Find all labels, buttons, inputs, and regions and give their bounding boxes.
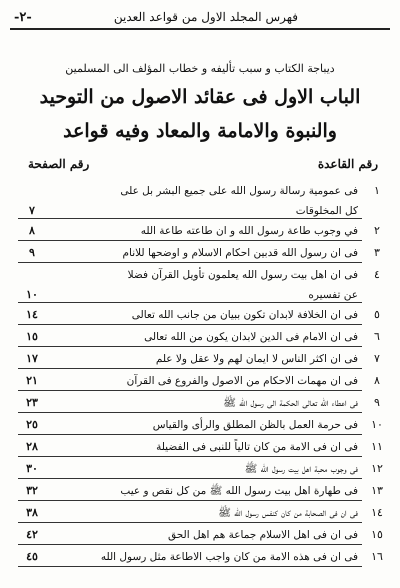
rule-number: ١٢ (371, 462, 383, 475)
entry-text: فى ان فى الصحابة من كان كنفس رسول الله ﷺ (218, 507, 358, 519)
entry-line (18, 220, 386, 242)
rule-number: ٣ (374, 246, 380, 259)
entry-page-number: ٢٥ (26, 418, 38, 431)
entry-line (18, 326, 386, 348)
index-entry (18, 220, 386, 242)
rule-number: ١٠ (371, 418, 383, 431)
index-list (18, 180, 386, 568)
index-entry (18, 264, 386, 304)
entry-divider (18, 302, 362, 303)
entry-line (18, 242, 386, 264)
index-entry (18, 370, 386, 392)
index-entry (18, 242, 386, 264)
entry-text: فى طهارة اهل بيت رسول الله ﷺ من كل نقص و عيب (120, 485, 358, 497)
rule-number: ١٦ (371, 550, 383, 563)
entry-divider (18, 324, 362, 325)
rule-number: ٧ (374, 352, 380, 365)
entry-divider (18, 544, 362, 545)
entry-line (18, 180, 386, 202)
entry-divider (18, 522, 362, 523)
entry-line (18, 458, 386, 480)
entry-divider (18, 262, 362, 263)
chapter-title-line-1: الباب الاول فى عقائد الاصول من التوحيد (39, 86, 361, 108)
entry-divider (18, 240, 362, 241)
entry-line (18, 392, 386, 414)
column-headers (28, 155, 378, 173)
entry-line (18, 502, 386, 524)
entry-divider (18, 412, 362, 413)
entry-page-number: ١٠ (26, 288, 38, 301)
entry-text: فى ان الامام فى الدين لابدان يكون من الله تعالى (144, 331, 358, 343)
entry-divider (18, 368, 362, 369)
page-header (10, 6, 390, 30)
entry-line (18, 524, 386, 546)
rule-number: ١ (374, 184, 380, 197)
rule-number: ٨ (374, 374, 380, 387)
index-entry (18, 326, 386, 348)
rule-number: ٥ (374, 308, 380, 321)
entry-page-number: ٢٨ (26, 440, 38, 453)
entry-line (18, 480, 386, 502)
entry-text: فى وجوب محبة اهل بيت رسول الله ﷺ (244, 463, 358, 475)
entry-page-number: ٣٠ (26, 462, 38, 475)
entry-page-number: ٤٥ (26, 550, 38, 563)
entry-text: فى ان الخلافة لابدان تكون ببيان من جانب الله تعالى (131, 309, 358, 321)
entry-page-number: ١٥ (26, 330, 38, 343)
entry-text: كل المخلوقات (295, 205, 358, 217)
entry-line (18, 304, 386, 326)
entry-line (18, 286, 386, 304)
entry-text: فى عمومية رسالة رسول الله على جميع البشر بل على (120, 185, 358, 197)
entry-text: فى ان فى الامة من كان تالياً للنبى فى الفضيلة (156, 441, 358, 453)
index-entry (18, 180, 386, 220)
rule-number: ١١ (371, 440, 383, 453)
entry-page-number: ١٤ (26, 308, 38, 321)
entry-text: فى ان فى هذه الامة من كان واجب الاطاعة مثل رسول الله (100, 551, 358, 563)
rule-number-header: رقم القاعدة (317, 157, 378, 171)
entry-page-number: ٧ (29, 204, 35, 217)
entry-divider (18, 346, 362, 347)
rule-number: ٦ (374, 330, 380, 343)
entry-text: فى ان اهل بيت رسول الله يعلمون تأويل القرآن فضلا (127, 269, 358, 281)
rule-number: ٩ (374, 396, 380, 409)
entry-line (18, 348, 386, 370)
entry-text: في وجوب طاعة رسول الله و ان طاعته طاعة الله (140, 225, 358, 237)
header-page-number: -٢- (14, 9, 32, 25)
chapter-title (12, 80, 388, 148)
entry-page-number: ٣٢ (26, 484, 38, 497)
entry-divider (18, 478, 362, 479)
index-entry (18, 392, 386, 414)
entry-page-number: ٢١ (26, 374, 38, 387)
entry-line (18, 436, 386, 458)
index-entry (18, 414, 386, 436)
entry-divider (18, 566, 362, 567)
entry-page-number: ٨ (29, 224, 35, 237)
entry-text: فى ان رسول الله قدبين احكام الاسلام و اوضحها للانام (122, 247, 358, 259)
entry-line (18, 202, 386, 220)
page-number-header: رقم الصفحة (28, 157, 90, 171)
entry-line (18, 264, 386, 286)
entry-line (18, 546, 386, 568)
entry-line (18, 414, 386, 436)
entry-divider (18, 456, 362, 457)
entry-text: فى ان فى اهل الاسلام جماعة هم اهل الحق (168, 529, 358, 541)
intro-line: دیباجة الکتاب و سبب تألیفه و خطاب المؤلف الی المسلمین (65, 62, 335, 75)
entry-divider (18, 218, 362, 219)
entry-divider (18, 500, 362, 501)
index-entry (18, 348, 386, 370)
index-entry (18, 524, 386, 546)
entry-divider (18, 434, 362, 435)
index-entry (18, 436, 386, 458)
entry-text: فى اعطاء الله تعالى الحكمة الى رسول الله ﷺ (223, 397, 358, 409)
rule-number: ١٥ (371, 528, 383, 541)
rule-number: ٤ (374, 268, 380, 281)
rule-number: ١٣ (371, 484, 383, 497)
entry-page-number: ٣٨ (26, 506, 38, 519)
entry-page-number: ٩ (29, 246, 35, 259)
rule-number: ٢ (374, 224, 380, 237)
index-entry (18, 304, 386, 326)
entry-text: فى ان اكثر الناس لا ايمان لهم ولا عقل ولا علم (155, 353, 358, 365)
entry-text: فى ان مهمات الاحكام من الاصول والفروع فى القرآن (126, 375, 358, 387)
chapter-title-line-2: والنبوة والامامة والمعاد وفيه قواعد (63, 120, 337, 142)
entry-page-number: ٤٢ (26, 528, 38, 541)
entry-text: عن تفسيره (308, 289, 358, 301)
index-entry (18, 502, 386, 524)
entry-text: فى حرمة العمل بالظن المطلق والرأى والقياس (152, 419, 358, 431)
rule-number: ١٤ (371, 506, 383, 519)
index-entry (18, 546, 386, 568)
entry-page-number: ١٧ (26, 352, 38, 365)
entry-page-number: ٢٣ (26, 396, 38, 409)
entry-line (18, 370, 386, 392)
entry-divider (18, 390, 362, 391)
index-entry (18, 458, 386, 480)
header-title: فهرس المجلد الاول من قواعد العدين (113, 10, 298, 24)
index-entry (18, 480, 386, 502)
